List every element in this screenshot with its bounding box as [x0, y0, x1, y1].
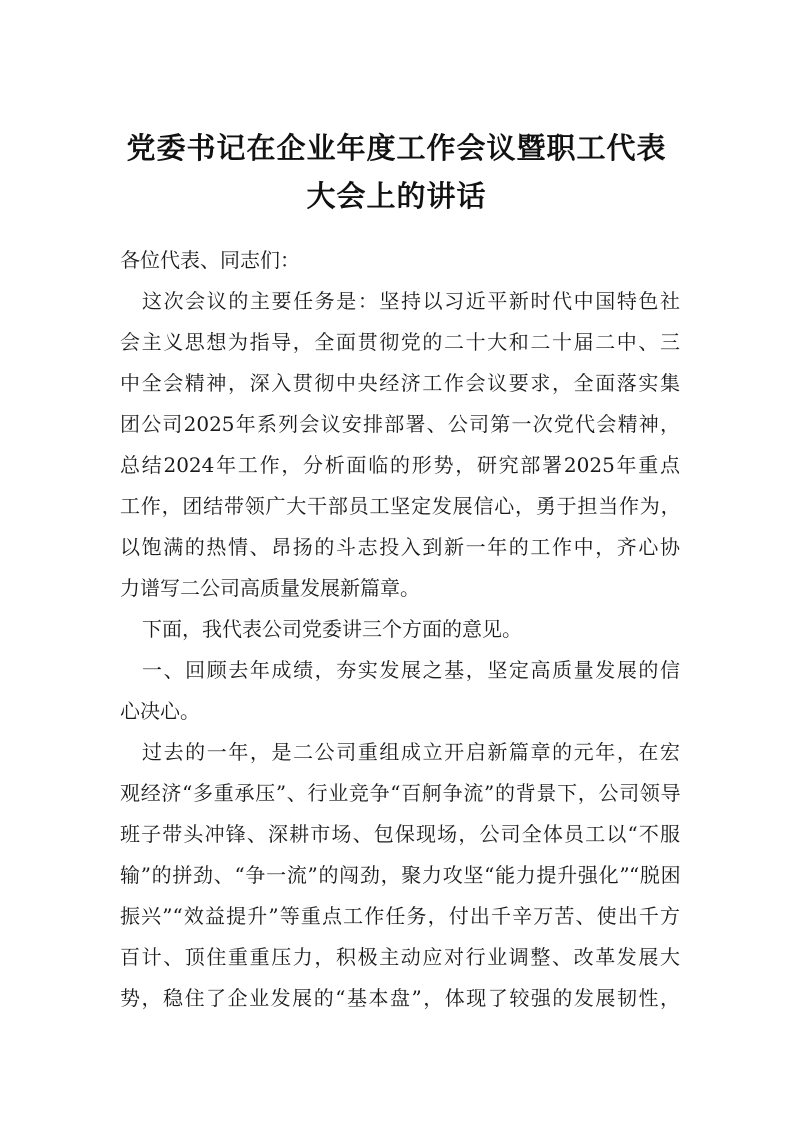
- paragraph-1-line: 中全会精神，深入贯彻中央经济工作会议要求，全面落实集: [120, 371, 680, 395]
- paragraph-1-line: 以饱满的热情、昂扬的斗志投入到新一年的工作中，齐心协: [120, 535, 680, 559]
- paragraph-3-line: 过去的一年，是二公司重组成立开启新篇章的元年，在宏: [142, 740, 680, 764]
- section-heading-1-line: 心决心。: [120, 699, 200, 723]
- paragraph-3-line: 势，稳住了企业发展的“基本盘”，体现了较强的发展韧性，: [120, 986, 680, 1010]
- document-body: [120, 240, 680, 1019]
- salutation: 各位代表、同志们：: [120, 248, 300, 272]
- paragraph-1-line: 总结2024年工作，分析面临的形势，研究部署2025年重点: [120, 453, 680, 477]
- document-title-line-2: 大会上的讲话: [306, 179, 487, 213]
- paragraph-3-line: 观经济“多重承压”、行业竞争“百舸争流”的背景下，公司领导: [120, 781, 680, 805]
- paragraph-1-line: 这次会议的主要任务是：坚持以习近平新时代中国特色社: [142, 289, 680, 313]
- paragraph-1-line: 会主义思想为指导，全面贯彻党的二十大和二十届二中、三: [120, 330, 680, 354]
- section-heading-1-line: 一、回顾去年成绩，夯实发展之基，坚定高质量发展的信: [142, 658, 680, 682]
- paragraph-3-line: 百计、顶住重重压力，积极主动应对行业调整、改革发展大: [120, 945, 680, 969]
- paragraph-3-line: 输”的拼劲、“争一流”的闯劲，聚力攻坚“能力提升强化”“脱困: [120, 863, 680, 887]
- paragraph-1-line: 力谱写二公司高质量发展新篇章。: [120, 576, 420, 600]
- paragraph-1-line: 工作，团结带领广大干部员工坚定发展信心，勇于担当作为，: [120, 494, 680, 518]
- paragraph-3-line: 振兴”“效益提升”等重点工作任务，付出千辛万苦、使出千方: [120, 904, 680, 928]
- document-title-line-1: 党委书记在企业年度工作会议暨职工代表: [126, 131, 667, 165]
- paragraph-2-line: 下面，我代表公司党委讲三个方面的意见。: [142, 617, 522, 641]
- paragraph-3-line: 班子带头冲锋、深耕市场、包保现场，公司全体员工以“不服: [120, 822, 680, 846]
- paragraph-1-line: 团公司2025年系列会议安排部署、公司第一次党代会精神，: [120, 412, 680, 436]
